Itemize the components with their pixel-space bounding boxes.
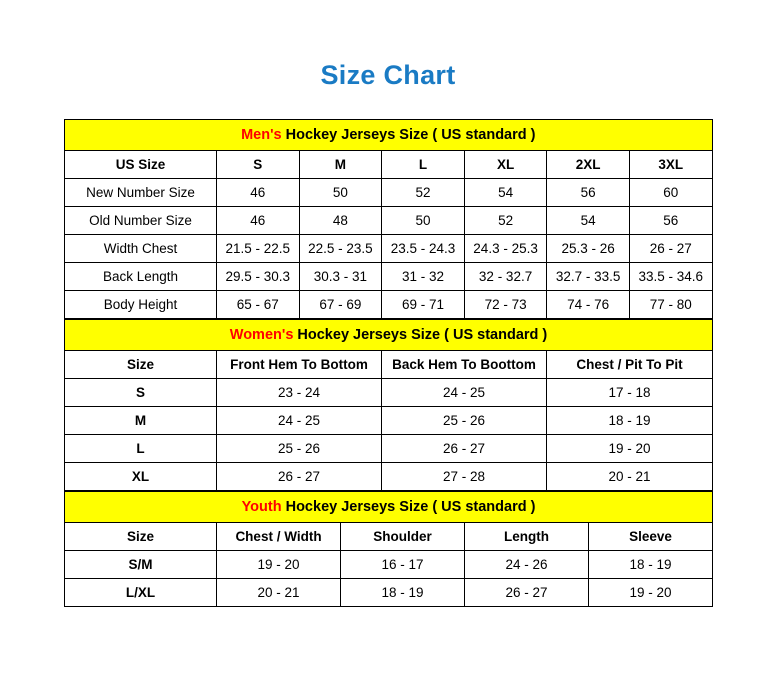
table-row: [65, 379, 713, 407]
mens-row-4-label: Body Height: [65, 291, 217, 319]
mens-col-3: L: [382, 151, 465, 179]
mens-heading-accent: Men's: [241, 127, 282, 143]
table-row: [65, 579, 713, 607]
womens-row-1-label: M: [65, 407, 217, 435]
youth-col-1: Chest / Width: [217, 523, 341, 551]
womens-row-0-cell-0: 23 - 24: [217, 379, 382, 407]
youth-row-0-cell-1: 16 - 17: [341, 551, 465, 579]
youth-col-4: Sleeve: [589, 523, 713, 551]
table-row: [65, 235, 713, 263]
table-row: [65, 435, 713, 463]
womens-row-1-cell-0: 24 - 25: [217, 407, 382, 435]
womens-column-header-row: [65, 351, 713, 379]
table-row: [65, 551, 713, 579]
mens-row-2-cell-0: 21.5 - 22.5: [217, 235, 300, 263]
womens-size-table: [64, 319, 713, 491]
youth-row-1-cell-0: 20 - 21: [217, 579, 341, 607]
womens-row-3-cell-0: 26 - 27: [217, 463, 382, 491]
table-row: [65, 463, 713, 491]
mens-col-6: 3XL: [629, 151, 712, 179]
womens-row-1-cell-2: 18 - 19: [547, 407, 713, 435]
mens-row-0-cell-1: 50: [299, 179, 382, 207]
mens-row-0-cell-0: 46: [217, 179, 300, 207]
mens-heading-rest: Hockey Jerseys Size ( US standard ): [281, 127, 536, 143]
womens-col-3: Chest / Pit To Pit: [547, 351, 713, 379]
mens-column-header-row: [65, 151, 713, 179]
mens-col-2: M: [299, 151, 382, 179]
mens-row-1-label: Old Number Size: [65, 207, 217, 235]
youth-col-3: Length: [465, 523, 589, 551]
youth-heading-accent: Youth: [241, 499, 282, 515]
womens-row-0-cell-1: 24 - 25: [382, 379, 547, 407]
mens-row-4-cell-1: 67 - 69: [299, 291, 382, 319]
womens-row-2-cell-0: 25 - 26: [217, 435, 382, 463]
youth-row-0-label: S/M: [65, 551, 217, 579]
mens-row-2-cell-4: 25.3 - 26: [547, 235, 630, 263]
mens-section-heading: [65, 120, 713, 151]
womens-heading-rest: Hockey Jerseys Size ( US standard ): [293, 327, 548, 343]
mens-row-4-cell-2: 69 - 71: [382, 291, 465, 319]
womens-row-2-label: L: [65, 435, 217, 463]
mens-row-0-label: New Number Size: [65, 179, 217, 207]
mens-row-2-label: Width Chest: [65, 235, 217, 263]
mens-row-0-cell-5: 60: [629, 179, 712, 207]
mens-row-3-cell-5: 33.5 - 34.6: [629, 263, 712, 291]
mens-col-1: S: [217, 151, 300, 179]
youth-col-2: Shoulder: [341, 523, 465, 551]
mens-col-5: 2XL: [547, 151, 630, 179]
youth-row-1-label: L/XL: [65, 579, 217, 607]
womens-row-2-cell-1: 26 - 27: [382, 435, 547, 463]
mens-row-4-cell-5: 77 - 80: [629, 291, 712, 319]
mens-row-1-cell-1: 48: [299, 207, 382, 235]
mens-row-1-cell-4: 54: [547, 207, 630, 235]
mens-col-4: XL: [464, 151, 547, 179]
mens-row-3-cell-2: 31 - 32: [382, 263, 465, 291]
youth-row-0-cell-3: 18 - 19: [589, 551, 713, 579]
womens-heading-accent: Women's: [229, 327, 294, 343]
mens-row-4-cell-0: 65 - 67: [217, 291, 300, 319]
table-row: [65, 179, 713, 207]
womens-row-2-cell-2: 19 - 20: [547, 435, 713, 463]
mens-row-2-cell-2: 23.5 - 24.3: [382, 235, 465, 263]
page-title: Size Chart: [320, 60, 456, 90]
table-row: [65, 207, 713, 235]
mens-row-3-label: Back Length: [65, 263, 217, 291]
table-row: [65, 291, 713, 319]
womens-section-heading-row: [65, 320, 713, 351]
size-chart-tables: [64, 89, 712, 607]
womens-row-3-cell-2: 20 - 21: [547, 463, 713, 491]
womens-col-0: Size: [65, 351, 217, 379]
mens-row-0-cell-3: 54: [464, 179, 547, 207]
womens-row-0-label: S: [65, 379, 217, 407]
womens-row-0-cell-2: 17 - 18: [547, 379, 713, 407]
womens-col-2: Back Hem To Boottom: [382, 351, 547, 379]
mens-row-1-cell-0: 46: [217, 207, 300, 235]
mens-section-heading-row: [65, 120, 713, 151]
mens-row-4-cell-3: 72 - 73: [464, 291, 547, 319]
mens-row-1-cell-2: 50: [382, 207, 465, 235]
mens-row-2-cell-5: 26 - 27: [629, 235, 712, 263]
youth-row-1-cell-3: 19 - 20: [589, 579, 713, 607]
youth-row-1-cell-1: 18 - 19: [341, 579, 465, 607]
youth-row-1-cell-2: 26 - 27: [465, 579, 589, 607]
womens-row-1-cell-1: 25 - 26: [382, 407, 547, 435]
womens-row-3-label: XL: [65, 463, 217, 491]
mens-row-1-cell-5: 56: [629, 207, 712, 235]
mens-row-1-cell-3: 52: [464, 207, 547, 235]
youth-row-0-cell-2: 24 - 26: [465, 551, 589, 579]
womens-col-1: Front Hem To Bottom: [217, 351, 382, 379]
mens-row-2-cell-3: 24.3 - 25.3: [464, 235, 547, 263]
mens-row-3-cell-3: 32 - 32.7: [464, 263, 547, 291]
mens-row-0-cell-2: 52: [382, 179, 465, 207]
mens-row-2-cell-1: 22.5 - 23.5: [299, 235, 382, 263]
mens-row-3-cell-0: 29.5 - 30.3: [217, 263, 300, 291]
mens-col-0: US Size: [65, 151, 217, 179]
youth-heading-rest: Hockey Jerseys Size ( US standard ): [281, 499, 536, 515]
womens-section-heading: [65, 320, 713, 351]
youth-section-heading-row: [65, 492, 713, 523]
table-row: [65, 407, 713, 435]
youth-col-0: Size: [65, 523, 217, 551]
table-row: [65, 263, 713, 291]
mens-row-0-cell-4: 56: [547, 179, 630, 207]
youth-column-header-row: [65, 523, 713, 551]
youth-section-heading: [65, 492, 713, 523]
mens-row-3-cell-4: 32.7 - 33.5: [547, 263, 630, 291]
mens-row-3-cell-1: 30.3 - 31: [299, 263, 382, 291]
youth-size-table: [64, 491, 713, 607]
youth-row-0-cell-0: 19 - 20: [217, 551, 341, 579]
womens-row-3-cell-1: 27 - 28: [382, 463, 547, 491]
mens-row-4-cell-4: 74 - 76: [547, 291, 630, 319]
mens-size-table: [64, 119, 713, 319]
